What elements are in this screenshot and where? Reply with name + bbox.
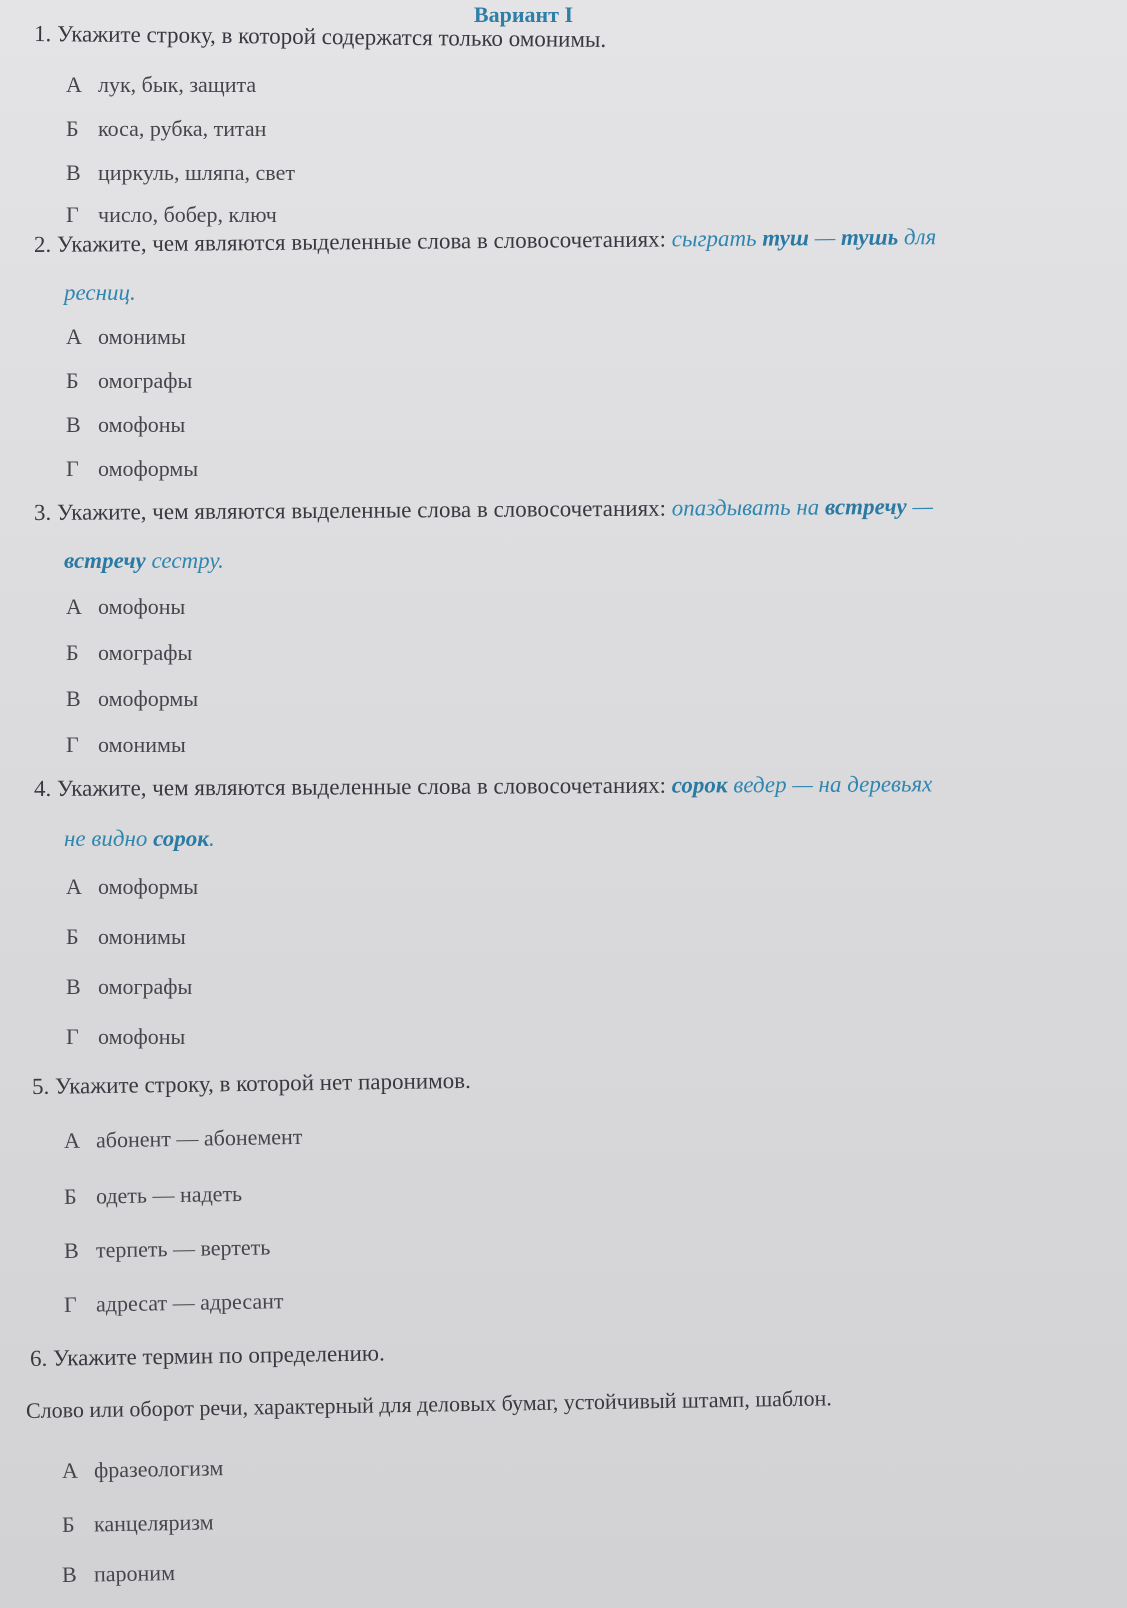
option-letter: В xyxy=(66,412,81,437)
question-6-definition: Слово или оборот речи, характерный для деловых бумаг, устойчивый штамп, шаблон. xyxy=(25,1385,832,1423)
example-text: опаздывать на xyxy=(671,494,826,521)
example-text: — xyxy=(808,224,842,251)
question-3-prompt: 3. Укажите, чем являются выделенные слова в словосочетаниях: xyxy=(33,495,667,525)
q3-option-b[interactable] xyxy=(66,640,192,666)
question-3-text xyxy=(34,494,933,526)
example-text: не видно xyxy=(64,826,154,851)
option-text: омоформы xyxy=(98,874,199,899)
option-text: адресат — адресант xyxy=(95,1288,284,1317)
q2-option-b[interactable] xyxy=(66,368,192,394)
option-text: циркуль, шляпа, свет xyxy=(98,160,295,185)
q1-option-c[interactable] xyxy=(66,160,295,186)
option-text: пароним xyxy=(93,1560,176,1587)
question-6-text: 6. Укажите термин по определению. xyxy=(29,1340,385,1371)
example-text: . xyxy=(208,826,215,851)
q4-option-c[interactable] xyxy=(66,974,192,1000)
q1-option-d[interactable] xyxy=(66,202,277,228)
option-text: омофоны xyxy=(98,594,186,619)
option-letter: Б xyxy=(66,368,79,393)
option-text: омонимы xyxy=(98,924,186,949)
option-text: лук, бык, защита xyxy=(98,72,257,97)
q4-option-d[interactable] xyxy=(66,1024,185,1050)
q4-option-b[interactable] xyxy=(66,924,186,950)
option-text: омонимы xyxy=(98,732,186,757)
q2-option-c[interactable] xyxy=(66,412,185,438)
question-2-text xyxy=(34,224,937,258)
highlighted-word: встречу xyxy=(64,548,146,573)
option-letter: Б xyxy=(63,1183,77,1209)
question-5-text: 5. Укажите строку, в которой нет паронимов. xyxy=(31,1067,471,1099)
option-text: канцеляризм xyxy=(93,1509,214,1537)
question-2-continuation: ресниц. xyxy=(64,280,136,305)
example-text: сыграть xyxy=(671,225,763,252)
option-letter: А xyxy=(63,1127,81,1153)
option-letter: А xyxy=(66,72,82,97)
option-text: омографы xyxy=(98,974,193,999)
option-text: омоформы xyxy=(98,686,199,711)
highlighted-word: туш xyxy=(762,225,810,251)
q6-option-a[interactable] xyxy=(62,1455,224,1484)
option-text: омографы xyxy=(98,640,193,665)
option-letter: А xyxy=(66,874,82,899)
option-text: омофоны xyxy=(98,1024,186,1049)
highlighted-word: встречу xyxy=(824,493,907,520)
option-letter: В xyxy=(66,160,81,185)
option-letter: В xyxy=(61,1561,77,1587)
option-letter: В xyxy=(63,1237,79,1263)
question-4-continuation xyxy=(64,826,215,852)
highlighted-word: сорок xyxy=(153,826,209,851)
q1-option-a[interactable] xyxy=(66,72,256,98)
variant-title: Вариант I xyxy=(473,2,574,27)
q3-option-d[interactable] xyxy=(66,732,186,758)
question-4-prompt: 4. Укажите, чем являются выделенные слова в словосочетаниях: xyxy=(33,772,667,801)
option-letter: Г xyxy=(66,1024,79,1049)
q6-option-b[interactable] xyxy=(62,1509,214,1538)
option-text: омофоны xyxy=(98,412,186,437)
q6-option-c[interactable] xyxy=(62,1560,175,1588)
example-text: — xyxy=(906,493,933,519)
q4-option-a[interactable] xyxy=(66,874,198,900)
option-text: коса, рубка, титан xyxy=(98,116,267,141)
highlighted-word: сорок xyxy=(671,772,728,798)
q5-option-b[interactable] xyxy=(64,1181,243,1210)
example-text: ведер — на деревьях xyxy=(727,771,933,798)
option-letter: Б xyxy=(61,1511,75,1537)
option-text: абонент — абонемент xyxy=(95,1123,303,1153)
option-text: одеть — надеть xyxy=(95,1180,243,1209)
option-letter: Б xyxy=(66,924,79,949)
question-3-continuation xyxy=(64,548,224,574)
option-text: терпеть — вертеть xyxy=(95,1234,271,1263)
option-letter: Г xyxy=(63,1291,77,1317)
option-text: число, бобер, ключ xyxy=(98,202,277,227)
q5-option-c[interactable] xyxy=(64,1234,271,1264)
question-4-text xyxy=(34,771,932,802)
q5-option-a[interactable] xyxy=(64,1124,303,1154)
option-letter: В xyxy=(66,974,81,999)
q5-option-d[interactable] xyxy=(64,1288,284,1318)
option-letter: Б xyxy=(66,640,79,665)
option-letter: А xyxy=(66,324,82,349)
highlighted-word: тушь xyxy=(840,224,899,250)
option-letter: Г xyxy=(66,732,79,757)
q3-option-a[interactable] xyxy=(66,594,185,620)
option-letter: А xyxy=(61,1457,79,1483)
option-letter: Г xyxy=(66,202,79,227)
option-letter: Б xyxy=(66,116,79,141)
question-2-prompt: 2. Укажите, чем являются выделенные слова в словосочетаниях: xyxy=(33,226,667,257)
question-1-text: 1. Укажите строку, в которой содержатся только омонимы. xyxy=(33,21,607,52)
example-text: для xyxy=(898,224,937,250)
option-letter: Г xyxy=(66,456,79,481)
option-letter: А xyxy=(66,594,82,619)
q1-option-b[interactable] xyxy=(66,116,266,142)
option-text: омоформы xyxy=(98,456,199,481)
option-text: омонимы xyxy=(98,324,186,349)
q3-option-c[interactable] xyxy=(66,686,198,712)
option-letter: В xyxy=(66,686,81,711)
q2-option-d[interactable] xyxy=(66,456,198,482)
example-text: сестру. xyxy=(145,548,224,573)
option-text: омографы xyxy=(98,368,193,393)
option-text: фразеологизм xyxy=(93,1455,224,1483)
q2-option-a[interactable] xyxy=(66,324,186,350)
